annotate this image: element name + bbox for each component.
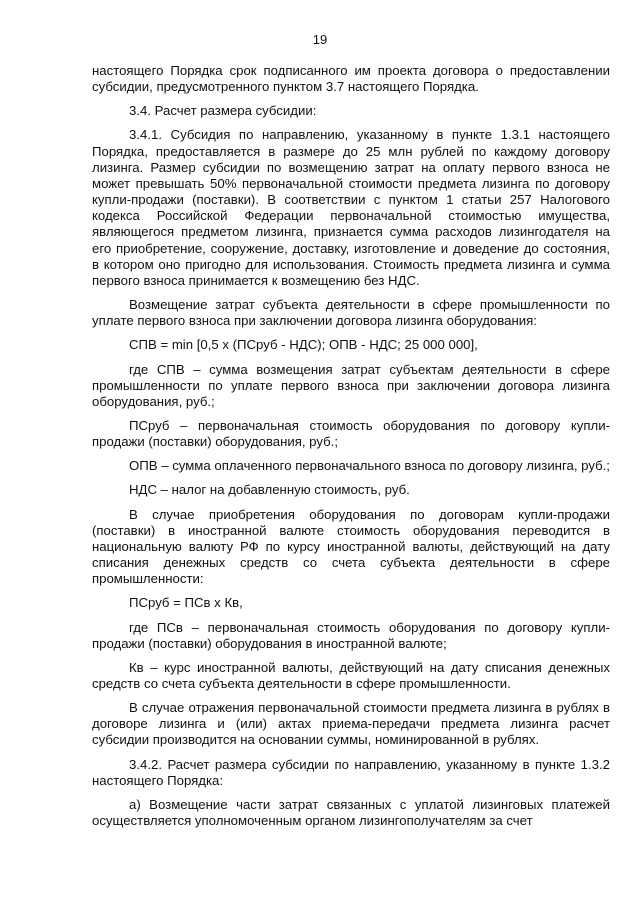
paragraph-reimbursement-intro: Возмещение затрат субъекта деятельности в сфере промышленности по уплате первого взноса при заключении договора лизинга оборудования:	[92, 297, 610, 329]
document-body	[92, 63, 610, 836]
definition-psv: где ПСв – первоначальная стоимость оборудования по договору купли-продажи (поставки) оборудования в иностранной валюте;	[92, 619, 610, 651]
formula-spv: СПВ = min [0,5 x (ПСруб - НДС); ОПВ - НДС; 25 000 000],	[129, 337, 478, 353]
section-heading-3-4: 3.4. Расчет размера субсидии:	[129, 103, 317, 119]
formula-psrub: ПСруб = ПСв x Кв,	[129, 595, 243, 611]
paragraph-continuation: настоящего Порядка срок подписанного им проекта договора о предоставлении субсидии, предусмотренного пунктом 3.7 настоящего Порядка.	[92, 63, 610, 95]
definition-opv: ОПВ – сумма оплаченного первоначального взноса по договору лизинга, руб.;	[129, 458, 610, 474]
paragraph-3-4-1: 3.4.1. Субсидия по направлению, указанному в пункте 1.3.1 настоящего Порядка, предоставляется в размере до 25 млн рублей по каждому договору лизинга. Размер субсидии по возмещению затрат на оплату первого взноса не может превышать 50% первоначальной стоимости предмета лизинга по договору купли-продажи (поставки). В соответствии с пунктом 1 статьи 257 Налогового кодекса Российской Федерации первоначальной стоимостью имущества, являющегося предметом лизинга, признается сумма расходов лизингодателя на его приобретение, сооружение, доставку, изготовление и доведение до состояния, в котором оно пригодно для использования. Стоимость предмета лизинга и сумма первого взноса принимается к возмещению без НДС.	[92, 127, 610, 288]
definition-psrub: ПСруб – первоначальная стоимость оборудования по договору купли-продажи (поставки) оборудования, руб.;	[92, 417, 610, 450]
definition-nds: НДС – налог на добавленную стоимость, руб.	[129, 482, 410, 498]
paragraph-item-a: а) Возмещение части затрат связанных с уплатой лизинговых платежей осуществляется уполномоченным органом лизингополучателям за счет	[92, 796, 610, 829]
page-number: 19	[312, 32, 328, 47]
definition-kv: Кв – курс иностранной валюты, действующий на дату списания денежных средств со счета субъекта деятельности в сфере промышленности.	[92, 659, 610, 691]
section-heading-3-4-2: 3.4.2. Расчет размера субсидии по направлению, указанному в пункте 1.3.2 настоящего Порядка:	[92, 756, 610, 788]
paragraph-ruble-valuation: В случае отражения первоначальной стоимости предмета лизинга в рублях в договоре лизинга и (или) актах приема-передачи предмета лизинга расчет субсидии производится на основании суммы, номинированной в рублях.	[92, 700, 610, 748]
paragraph-foreign-currency: В случае приобретения оборудования по договорам купли-продажи (поставки) в иностранной валюте стоимость оборудования переводится в национальную валюту РФ по курсу иностранной валюты, действующий на дату списания денежных средств со счета субъекта деятельности в сфере промышленности:	[92, 506, 610, 587]
definition-spv: где СПВ – сумма возмещения затрат субъектам деятельности в сфере промышленности по уплате первого взноса при заключении договора лизинга оборудования, руб.;	[92, 361, 610, 409]
